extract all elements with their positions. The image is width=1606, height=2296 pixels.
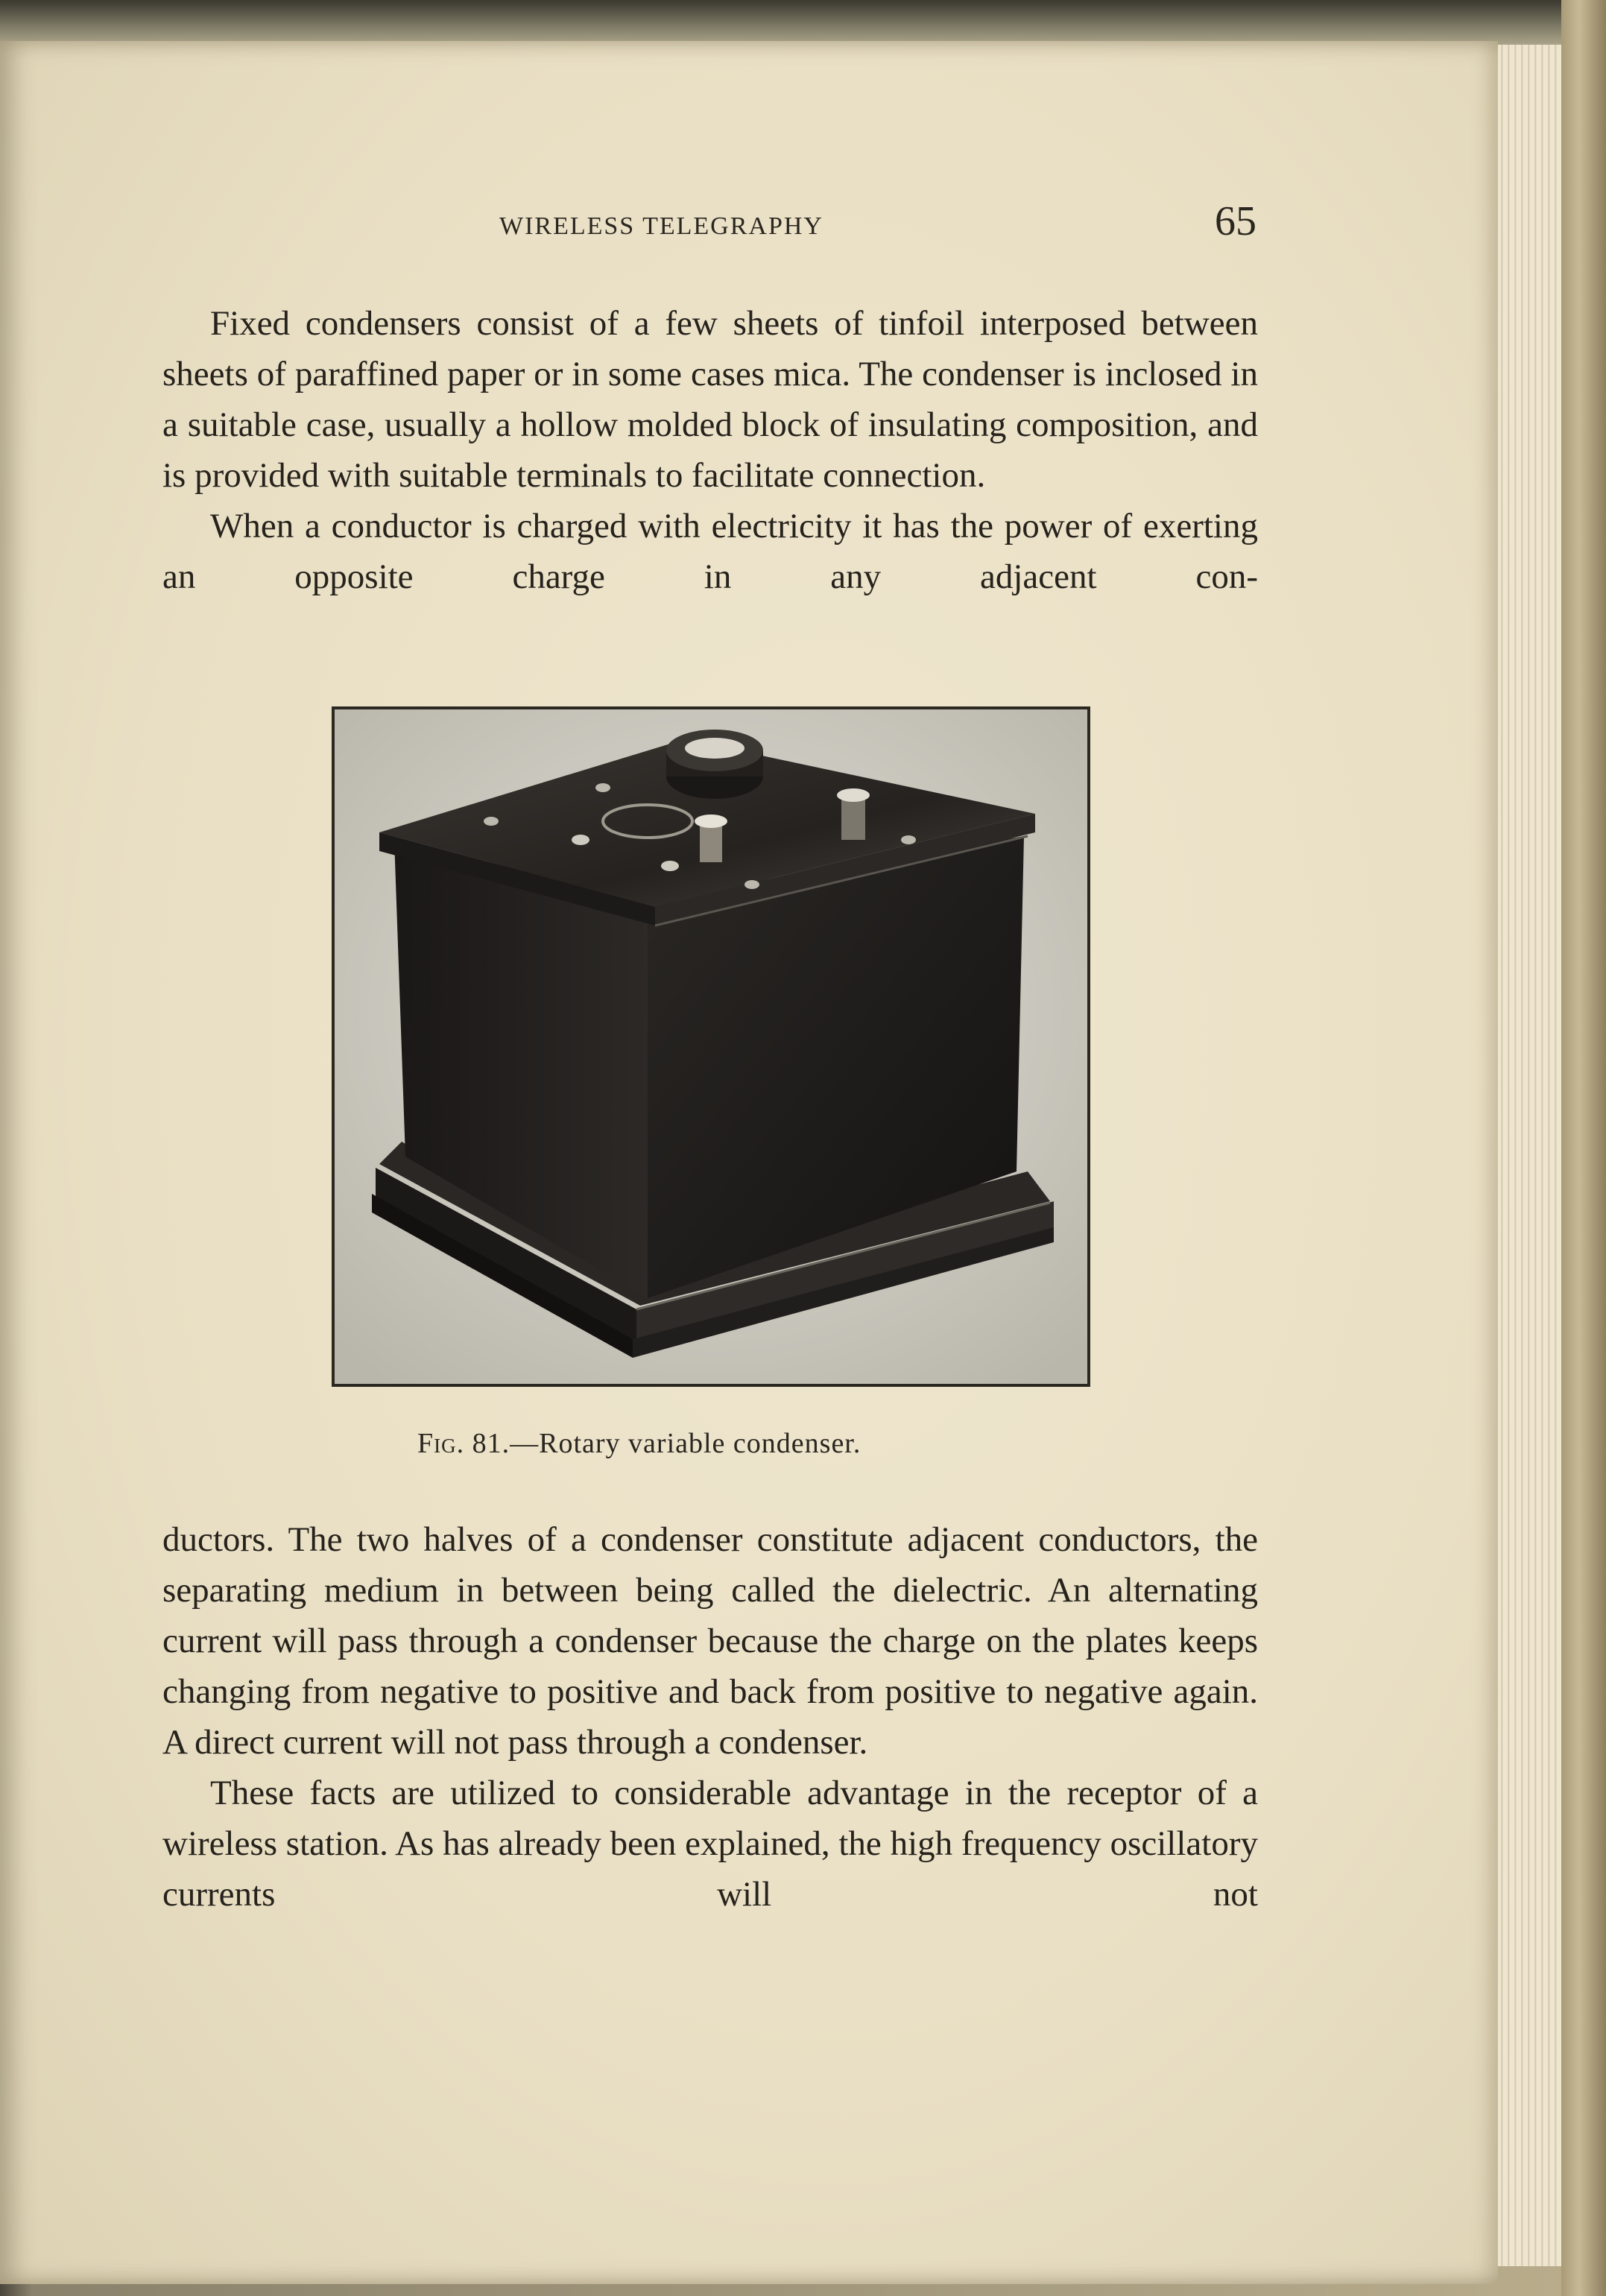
condenser-photo-icon: [335, 709, 1087, 1384]
paragraph-receptor: These facts are utilized to considerable advantage in the receptor of a wireless station. As has already been explained, the high frequency oscillatory currents will not: [162, 1774, 1258, 1914]
text-block-top: [162, 298, 1258, 602]
cloth-binding: [1561, 0, 1606, 2296]
figure-label: Fig. 81.: [417, 1428, 510, 1459]
paragraph-fixed-condensers: Fixed condensers consist of a few sheets of tinfoil interposed between sheets of paraffined paper or in some cases mica. The condenser is inclosed in a suitable case, usually a hollow molded block of insulating composition, and is provided with suitable terminals to facilitate connection.: [162, 304, 1258, 495]
paragraph-dielectric: ductors. The two halves of a condenser constitute adjacent conductors, the separating medium in between being called the dielectric. An alternating current will pass through a condenser because the charge on the plates keeps changing from negative to positive and back from positive to negative again. A direct current will not pass through a condenser.: [162, 1520, 1258, 1762]
running-head: WIRELESS TELEGRAPHY: [499, 212, 823, 240]
paragraph-conductor-charge: When a conductor is charged with electricity it has the power of exerting an opposite charge in any adjacent con-: [162, 507, 1258, 596]
page-number: 65: [1215, 198, 1256, 244]
figure-caption: [417, 1427, 861, 1460]
figure-condenser-photo: [332, 706, 1090, 1387]
text-block-bottom: [162, 1514, 1258, 1920]
figure-caption-text: —Rotary variable condenser.: [510, 1428, 862, 1459]
